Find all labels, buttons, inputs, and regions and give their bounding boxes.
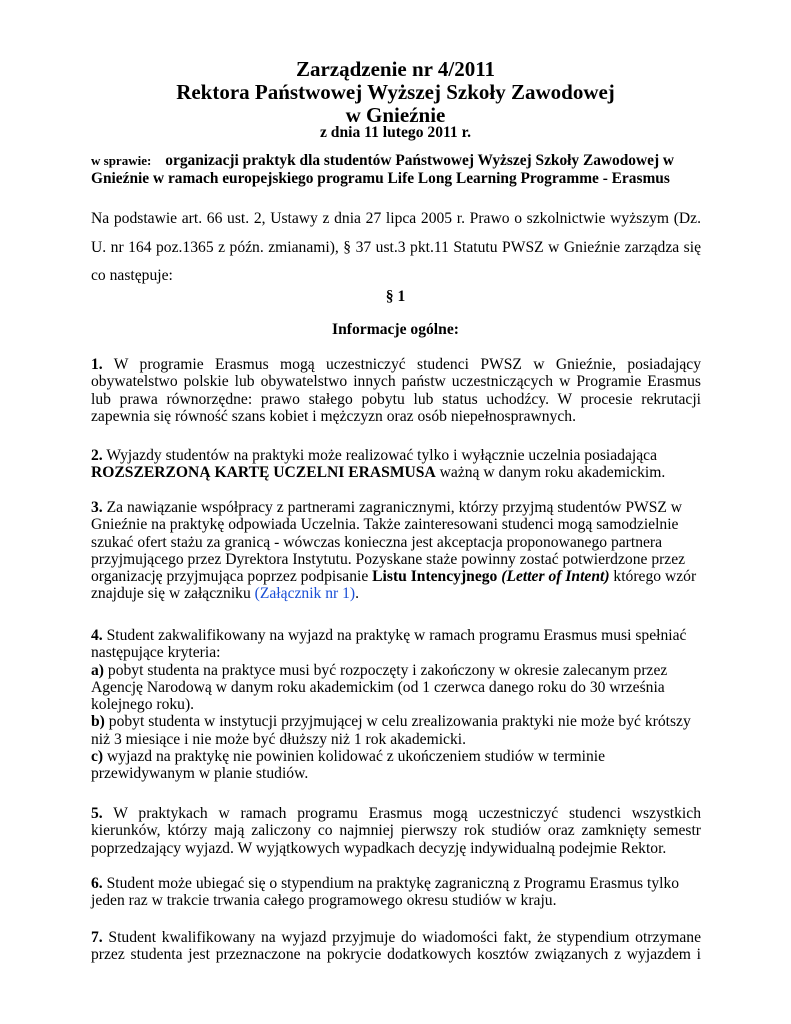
paragraph-2 <box>91 447 701 482</box>
paragraph-number: 3. <box>91 499 103 516</box>
paragraph-number: 2. <box>91 447 103 464</box>
section-heading: Informacje ogólne: <box>332 321 459 338</box>
paragraph-number: 4. <box>91 627 103 644</box>
attachment-1-link[interactable]: (Załącznik nr 1) <box>254 585 356 603</box>
subject-block <box>91 152 711 188</box>
paragraph-text: W programie Erasmus mogą uczestniczyć studenci PWSZ w Gnieźnie, posiadający obywatelstwo polskie lub obywatelstwo innych państw uczestniczących w Programie Erasmus lub prawa równorzędne: prawo stałego pobytu lub status uchodźcy. W procesie rekrutacji zapewnia się równość szans kobiet i mężczyzn oraz osób niepełnosprawnych. <box>91 356 701 425</box>
document-date: z dnia 11 lutego 2011 r. <box>319 124 472 141</box>
paragraph-4 <box>91 627 701 783</box>
paragraph-1 <box>91 356 701 425</box>
paragraph-line: 4. Student zakwalifikowany na wyjazd na praktykę w ramach programu Erasmus musi spełniać <box>91 627 687 644</box>
paragraph-text: Student kwalifikowany na wyjazd przyjmuje do wiadomości fakt, że stypendium otrzymane przez studenta jest przeznaczone na pokrycie dodatkowych kosztów związanych z wyjazdem i <box>91 929 701 964</box>
paragraph-number: 5. <box>91 805 103 822</box>
paragraph-7 <box>91 929 701 964</box>
paragraph-line: 6. Student może ubiegać się o stypendium na praktykę zagraniczną z Programu Erasmus tylko <box>91 875 680 892</box>
letter-of-intent-english: (Letter of Intent) <box>501 568 610 586</box>
criterion-a: a) pobyt studenta na praktyce musi być rozpoczęty i zakończony w okresie zalecanym przez <box>91 661 668 679</box>
paragraph-text-tail: ważną w danym roku akademickim. <box>435 464 666 482</box>
paragraph-line: szukać ofert stażu za granicą - wówczas konieczna jest akceptacja proponowanego partnera <box>91 533 663 551</box>
document-issuer: Rektora Państwowej Wyższej Szkoły Zawodowej <box>176 80 615 104</box>
paragraph-line: jeden raz w trakcie trwania całego programowego okresu studiów w kraju. <box>91 892 557 910</box>
paragraph-line: Agencję Narodową w danym roku akademickim (od 1 czerwca danego roku do 30 września <box>91 678 665 696</box>
paragraph-number: 1. <box>91 356 103 373</box>
paragraph-6 <box>91 875 701 910</box>
paragraph-line: niż 3 miesiące i nie może być dłuższy niż 1 rok akademicki. <box>91 730 466 748</box>
legal-basis: Na podstawie art. 66 ust. 2, Ustawy z dnia 27 lipca 2005 r. Prawo o szkolnictwie wyższym (Dz. U. nr 164 poz.1365 z późn. zmianami), § 37 ust.3 pkt.11 Statutu PWSZ w Gnieźnie zarządza się co następuje: <box>91 210 701 284</box>
paragraph-text: Wyjazdy studentów na praktyki może realizować tylko i wyłącznie uczelnia posiadająca <box>102 447 657 464</box>
section-number: § 1 <box>385 288 406 305</box>
paragraph-line: znajduje się w załączniku (Załącznik nr 1). <box>91 585 360 603</box>
paragraph-line: 3. Za nawiązanie współpracy z partnerami zagranicznymi, którzy przyjmą studentów PWSZ w <box>91 499 683 516</box>
criterion-b: b) pobyt studenta w instytucji przyjmującej w celu zrealizowania praktyki nie może być krótszy <box>91 713 691 731</box>
subject-text: organizacji praktyk dla studentów Państwowej Wyższej Szkoły Zawodowej w Gnieźnie w ramach europejskiego programu Life Long Learning Programme - Erasmus <box>91 152 675 187</box>
subject-label: w sprawie: <box>91 153 152 168</box>
paragraph-line: kolejnego roku). <box>91 696 195 714</box>
criterion-c: c) wyjazd na praktykę nie powinien kolidować z ukończeniem studiów w terminie <box>91 748 606 766</box>
document-location: w Gnieźnie <box>345 103 446 127</box>
paragraph-line: Gnieźnie na praktykę odpowiada Uczelnia. Także zainteresowani studenci mogą samodzielnie <box>91 516 679 534</box>
paragraph-number: 6. <box>91 875 103 892</box>
paragraph-line: następujące kryteria: <box>91 644 221 662</box>
letter-of-intent-label: Listu Intencyjnego <box>372 568 498 586</box>
erasmus-card-text: ROZSZERZONĄ KARTĘ UCZELNI ERASMUSA <box>91 464 436 482</box>
paragraph-line: organizację przyjmująca poprzez podpisanie Listu Intencyjnego (Letter of Intent) którego wzór <box>91 568 697 586</box>
paragraph-5 <box>91 805 701 857</box>
paragraph-line: przewidywanym w planie studiów. <box>91 765 309 783</box>
paragraph-line: przyjmującego przez Dyrektora Instytutu. Pozyskane staże powinny zostać potwierdzone przez <box>91 550 686 568</box>
paragraph-text: W praktykach w ramach programu Erasmus mogą uczestniczyć studenci wszystkich kierunków, którzy mają zaliczony co najmniej pierwszy rok studiów oraz zamknięty semestr poprzedzający wyjazd. W wyjątkowych wypadkach decyzję indywidualną podejmie Rektor. <box>91 805 701 857</box>
document-title: Zarządzenie nr 4/2011 <box>295 57 496 81</box>
paragraph-number: 7. <box>91 929 103 946</box>
paragraph-3 <box>91 499 701 603</box>
